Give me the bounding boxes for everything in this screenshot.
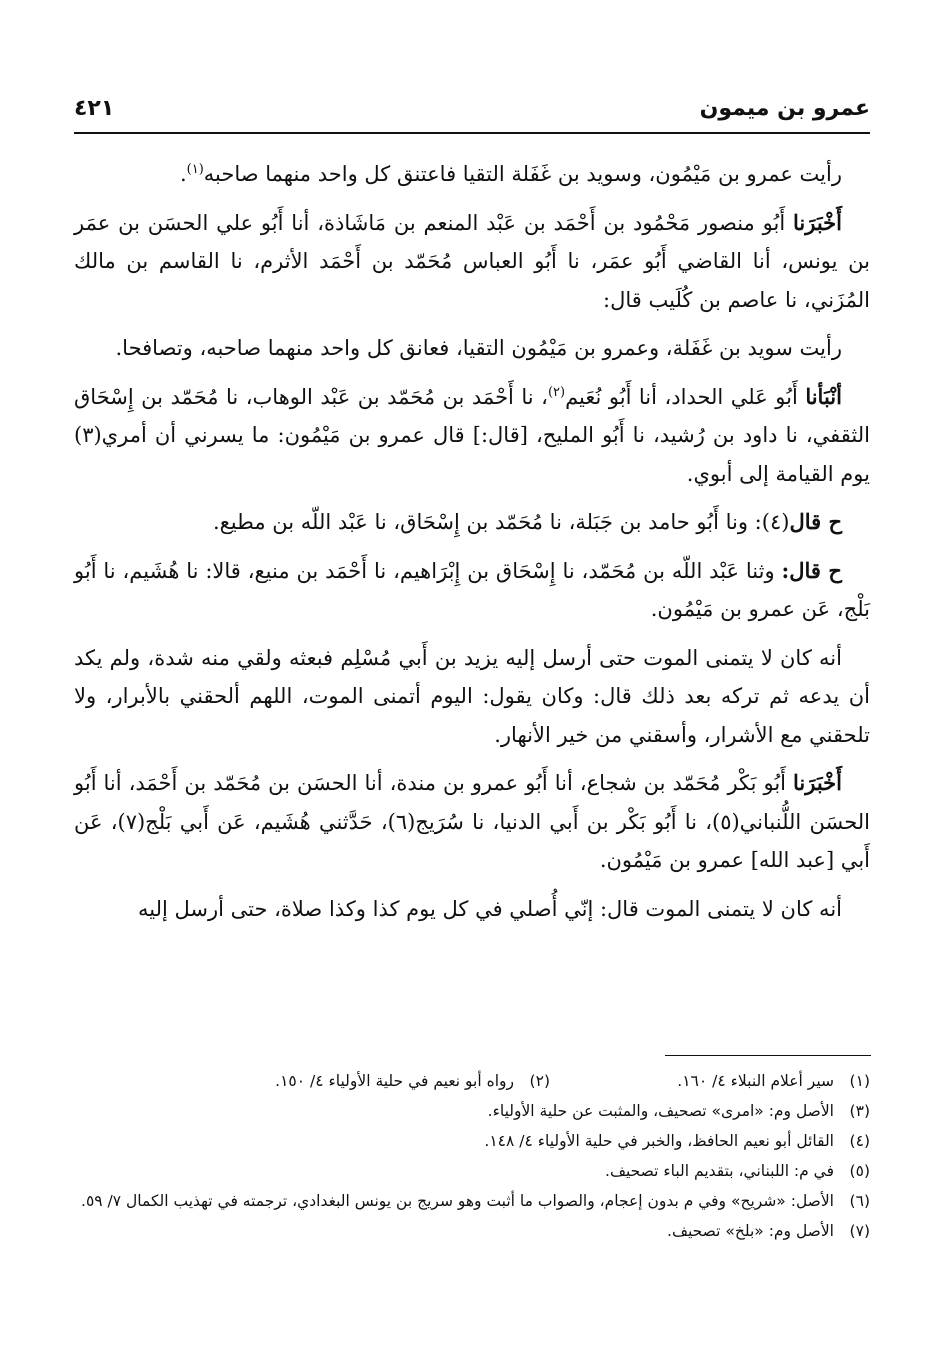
footnote-number: (٧) (849, 1222, 870, 1240)
footnotes (74, 1066, 870, 1246)
footnote (74, 1186, 870, 1216)
running-header (74, 96, 870, 134)
footnote-text: الأصل: «شريح» وفي م بدون إعجام، والصواب ما أثبت وهو سريج بن يونس البغدادي، ترجمته في تهذيب الكمال ٧/ ٥٩. (81, 1192, 834, 1210)
paragraph (74, 639, 870, 755)
paragraph (74, 552, 870, 629)
paragraph-text: أَبُو عَلي الحداد، أنا أَبُو نُعَيم (565, 384, 806, 409)
paragraph-text: (٤): ونا أَبُو حامد بن جَبَلة، نا مُحَمّد بن إِسْحَاق، نا عَبْد اللّه بن مطيع. (212, 510, 790, 534)
footnote-text: الأصل وم: «امرى» تصحيف، والمثبت عن حلية الأولياء. (487, 1102, 834, 1120)
paragraph-text: رأيت عمرو بن مَيْمُون، وسويد بن غَفَلة التقيا فاعتنق كل واحد منهما صاحبه (203, 162, 842, 186)
footnote-number: (٣) (849, 1102, 870, 1120)
footnote-number: (٤) (849, 1132, 870, 1150)
paragraph-tail: . (179, 162, 187, 186)
paragraph (74, 503, 870, 542)
footnote (74, 1156, 870, 1186)
paragraph (74, 764, 870, 880)
footnote-number: (٦) (849, 1192, 870, 1210)
footnote-text: سير أعلام النبلاء ٤/ ١٦٠. (677, 1072, 834, 1090)
footnote (74, 1216, 870, 1246)
footnote-pair-row (74, 1066, 870, 1096)
paragraph-text: وثنا عَبْد اللّه بن مُحَمّد، نا إِسْحَاق بن إِبْرَاهيم، نا أَحْمَد بن منيع، قالا: نا هُشَيم، نا أَبُو بَلْج، عَن عمرو بن مَيْمُون. (74, 558, 870, 621)
paragraph (74, 155, 870, 194)
footnote-ref: (٢) (547, 384, 566, 400)
paragraph-text: أَبُو بَكْر مُحَمّد بن شجاع، أنا أَبُو عمرو بن مندة، أنا الحسَن بن مُحَمّد بن أَحْمَد، أنا أَبُو الحسَن اللُّنباني(٥)، نا أَبُو بَكْر بن أَبي الدنيا، نا سُرَيج(٦)، حَدَّثني هُشَيم، عَن أَبي بَلْج(٧)، عَن أَبي [عبد الله] عمرو بن مَيْمُون. (74, 771, 870, 872)
footnote (550, 1066, 870, 1096)
paragraph-text: أَبُو منصور مَحْمُود بن أَحْمَد بن عَبْد المنعم بن مَاشَاذة، أنا أَبُو علي الحسَن بن عمَر بن يونس، أنا القاضي أَبُو عمَر، نا أَبُو العباس مُحَمّد بن أَحْمَد الأثرم، نا القاسم بن مالك المُزَني، نا عاصم بن كُلَيب قال: (74, 210, 870, 312)
paragraph-text: أنه كان لا يتمنى الموت حتى أرسل إليه يزيد بن أَبي مُسْلِم فبعثه ولقي منه شدة، ولم يكد أن يدعه ثم تركه بعد ذلك قال: وكان يقول: اليوم أتمنى الموت، اللهم ألحقني بالأبرار، ولا تلحقني مع الأشرار، وأسقني من خير الأنهار. (74, 645, 870, 747)
footnote-number: (١) (849, 1072, 870, 1090)
footnote (74, 1096, 870, 1126)
paragraph (74, 204, 870, 320)
page-number: ٤٢١ (74, 96, 115, 121)
footnote-number: (٥) (849, 1162, 870, 1180)
paragraph-lead: ح قال (789, 509, 842, 534)
footnote-number: (٢) (529, 1072, 550, 1090)
paragraph (74, 329, 870, 368)
footnote-text: القائل أبو نعيم الحافظ، والخبر في حلية الأولياء ٤/ ١٤٨. (484, 1132, 834, 1150)
footnote-text: رواه أبو نعيم في حلية الأولياء ٤/ ١٥٠. (275, 1072, 514, 1090)
footnote-ref: (١) (186, 162, 204, 177)
footnote (74, 1066, 550, 1096)
paragraph-text: أنه كان لا يتمنى الموت قال: إنّي أُصلي في كل يوم كذا وكذا صلاة، حتى أرسل إليه (137, 896, 842, 921)
paragraph-lead: أَخْبَرَنا (793, 770, 842, 795)
footnote-separator (665, 1055, 871, 1056)
footnote-text: في م: اللبناني، بتقديم الباء تصحيف. (605, 1162, 834, 1180)
paragraph-lead: ح قال: (781, 557, 842, 583)
paragraph (74, 890, 870, 929)
main-text (74, 155, 870, 938)
header-title: عمرو بن ميمون (699, 96, 870, 121)
paragraph-lead: أنْبَأنا (805, 383, 842, 409)
paragraph-tail: ، نا أَحْمَد بن مُحَمّد بن عَبْد الوهاب، نا مُحَمّد بن إِسْحَاق الثقفي، نا داود بن رُشيد، نا أَبُو المليح، [قال:] قال عمرو بن مَيْمُون: ما يسرني أن أمري(٣) يوم القيامة إلى أبوي. (74, 384, 870, 486)
footnote-text: الأصل وم: «بلخ» تصحيف. (667, 1222, 834, 1240)
paragraph-lead: أَخْبَرَنا (793, 209, 842, 235)
footnote (74, 1126, 870, 1156)
paragraph-text: رأيت سويد بن غَفَلة، وعمرو بن مَيْمُون التقيا، فعانق كل واحد منهما صاحبه، وتصافحا. (115, 336, 842, 360)
paragraph (74, 378, 870, 494)
